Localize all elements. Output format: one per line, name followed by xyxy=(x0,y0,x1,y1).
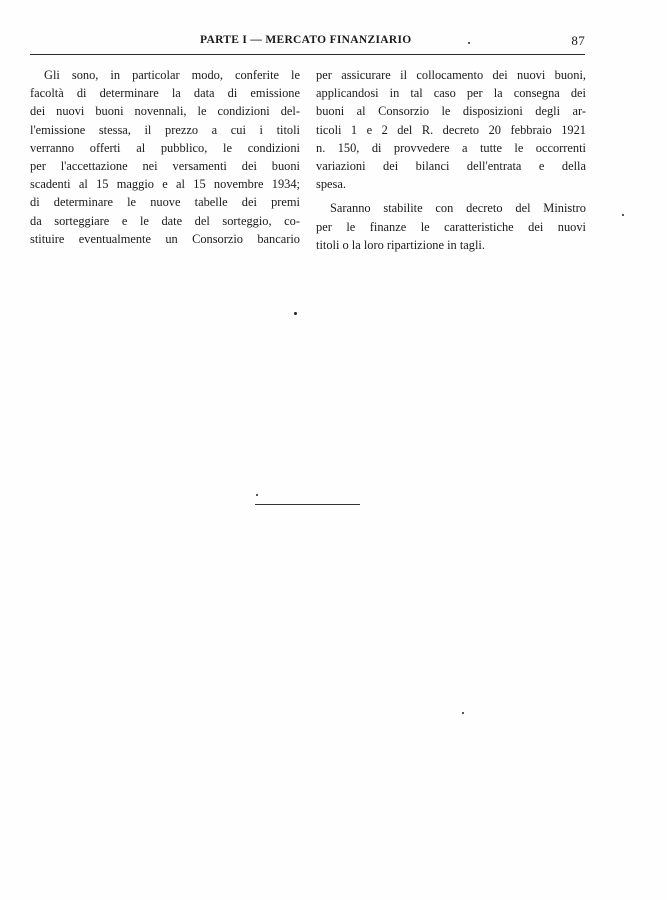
text-line: stituire eventualmente un Consorzio bancario xyxy=(30,231,300,246)
header-title: PARTE I — MERCATO FINANZIARIO xyxy=(200,34,412,46)
print-speck xyxy=(622,214,624,216)
text-line: dei nuovi buoni novennali, le condizioni del- xyxy=(30,104,300,119)
paragraph xyxy=(316,66,586,193)
text-line: Gli sono, in particolar modo, conferite le xyxy=(44,68,300,82)
text-line: n. 150, di provvedere a tutte le occorrenti xyxy=(316,140,586,155)
text-line: applicandosi in tal caso per la consegna dei xyxy=(316,86,586,101)
text-line: facoltà di determinare la data di emissione xyxy=(30,86,300,101)
text-line: l'emissione stessa, il prezzo a cui i titoli xyxy=(30,122,300,137)
right-column xyxy=(316,66,586,254)
text-line: per le finanze le caratteristiche dei nuovi xyxy=(316,219,586,234)
text-line: scadenti al 15 maggio e al 15 novembre 1934; xyxy=(30,177,300,192)
text-line: spesa. xyxy=(316,177,346,192)
text-line: titoli o la loro ripartizione in tagli. xyxy=(316,237,485,252)
print-speck xyxy=(468,42,470,44)
text-line: verranno offerti al pubblico, le condizioni xyxy=(30,140,300,155)
page-number: 87 xyxy=(571,33,585,48)
text-line: per assicurare il collocamento dei nuovi buoni, xyxy=(316,68,586,82)
text-line: di determinare le nuove tabelle dei premi xyxy=(30,195,300,210)
paragraph xyxy=(316,199,586,254)
section-end-rule xyxy=(255,504,360,505)
text-line: buoni al Consorzio le disposizioni degli ar- xyxy=(316,104,586,119)
text-line: da sorteggiare e le date del sorteggio, co- xyxy=(30,213,300,228)
print-speck xyxy=(462,712,464,714)
header-rule xyxy=(30,54,585,55)
text-line: Saranno stabilite con decreto del Ministro xyxy=(330,201,586,216)
text-line: ticoli 1 e 2 del R. decreto 20 febbraio 1921 xyxy=(316,122,586,137)
running-header xyxy=(30,34,585,52)
print-speck xyxy=(256,494,258,496)
print-speck xyxy=(294,312,297,315)
text-line: per l'accettazione nei versamenti dei buoni xyxy=(30,159,300,174)
left-column xyxy=(30,66,300,248)
text-line: variazioni dei bilanci dell'entrata e della xyxy=(316,159,586,174)
